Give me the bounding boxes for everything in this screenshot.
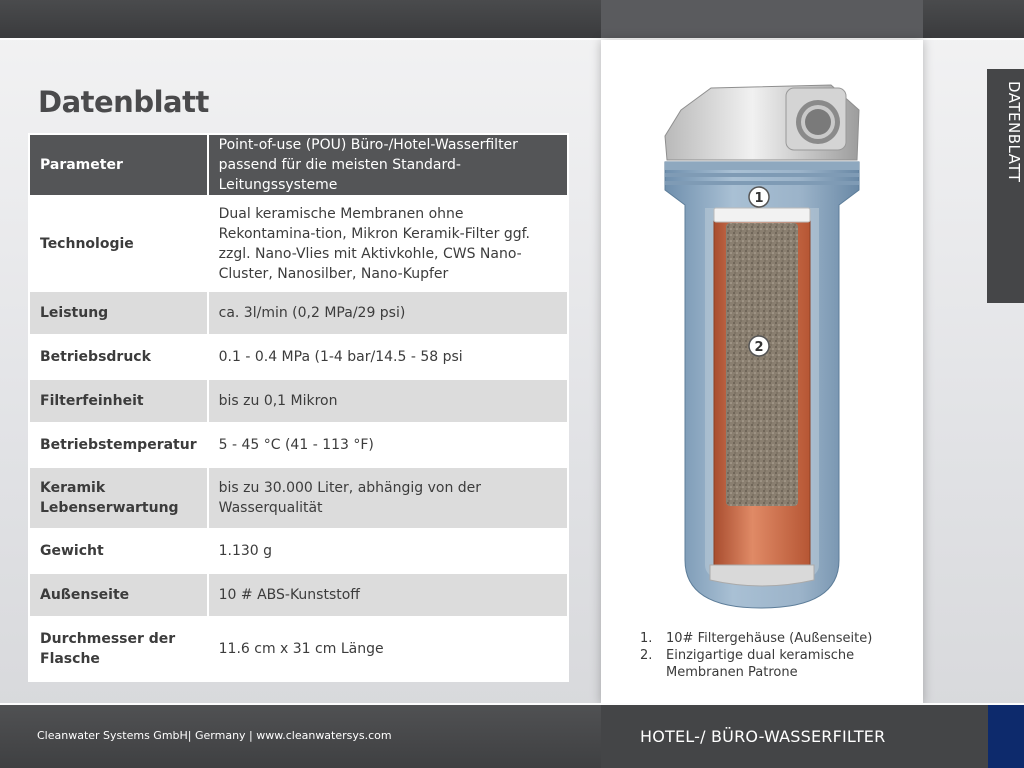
spec-table (28, 133, 569, 682)
table-cell-key: Technologie (29, 196, 208, 291)
product-image-panel (601, 40, 923, 705)
table-cell-key: Betriebstemperatur (29, 423, 208, 467)
legend-item (640, 647, 876, 681)
table-cell-key: Filterfeinheit (29, 379, 208, 423)
footer-product-name: HOTEL-/ BÜRO-WASSERFILTER (640, 727, 886, 746)
top-bar-panel-segment (601, 0, 923, 38)
water-filter-illustration (601, 40, 923, 705)
side-tab (987, 69, 1024, 303)
illustration-legend (640, 630, 876, 681)
legend-item (640, 630, 876, 647)
table-row (29, 379, 568, 423)
table-cell-value: 1.130 g (208, 529, 568, 573)
marker-2-label: 2 (754, 340, 764, 355)
legend-item-text: Einzigartige dual keramische Membranen Patrone (666, 648, 855, 680)
footer (0, 705, 1024, 768)
table-cell-value: 11.6 cm x 31 cm Länge (208, 617, 568, 681)
table-row (29, 573, 568, 617)
page-title: Datenblatt (38, 85, 209, 119)
table-cell-value: Point-of-use (POU) Büro-/Hotel-Wasserfilter passend für die meisten Standard-Leitungssysteme (208, 134, 568, 196)
marker-1-label: 1 (754, 191, 764, 206)
table-row (29, 423, 568, 467)
table-row (29, 134, 568, 196)
footer-accent-block (988, 705, 1024, 768)
legend-item-text: 10# Filtergehäuse (Außenseite) (666, 631, 873, 646)
table-cell-value: 10 # ABS-Kunststoff (208, 573, 568, 617)
table-row (29, 467, 568, 529)
top-bar (0, 0, 1024, 38)
table-cell-key: Parameter (29, 134, 208, 196)
footer-company-info: Cleanwater Systems GmbH| Germany | www.cleanwatersys.com (37, 729, 392, 742)
table-cell-key: Durchmesser der Flasche (29, 617, 208, 681)
table-cell-value: ca. 3l/min (0,2 MPa/29 psi) (208, 291, 568, 335)
table-row (29, 617, 568, 681)
table-row (29, 196, 568, 291)
legend-item-number: 1. (640, 631, 653, 646)
table-cell-key: Keramik Lebenserwartung (29, 467, 208, 529)
table-cell-key: Betriebsdruck (29, 335, 208, 379)
table-row (29, 335, 568, 379)
legend-item-number: 2. (640, 648, 653, 663)
table-row (29, 529, 568, 573)
table-cell-key: Außenseite (29, 573, 208, 617)
table-cell-value: Dual keramische Membranen ohne Rekontamina-tion, Mikron Keramik-Filter ggf. zzgl. Nano-Vlies mit Aktivkohle, CWS Nano-Cluster, Nanosilber, Nano-Kupfer (208, 196, 568, 291)
table-cell-value: 0.1 - 0.4 MPa (1-4 bar/14.5 - 58 psi (208, 335, 568, 379)
table-cell-key: Gewicht (29, 529, 208, 573)
table-cell-key: Leistung (29, 291, 208, 335)
table-cell-value: 5 - 45 °C (41 - 113 °F) (208, 423, 568, 467)
side-tab-label: DATENBLATT (1005, 81, 1023, 183)
table-cell-value: bis zu 30.000 Liter, abhängig von der Wasserqualität (208, 467, 568, 529)
table-cell-value: bis zu 0,1 Mikron (208, 379, 568, 423)
table-row (29, 291, 568, 335)
